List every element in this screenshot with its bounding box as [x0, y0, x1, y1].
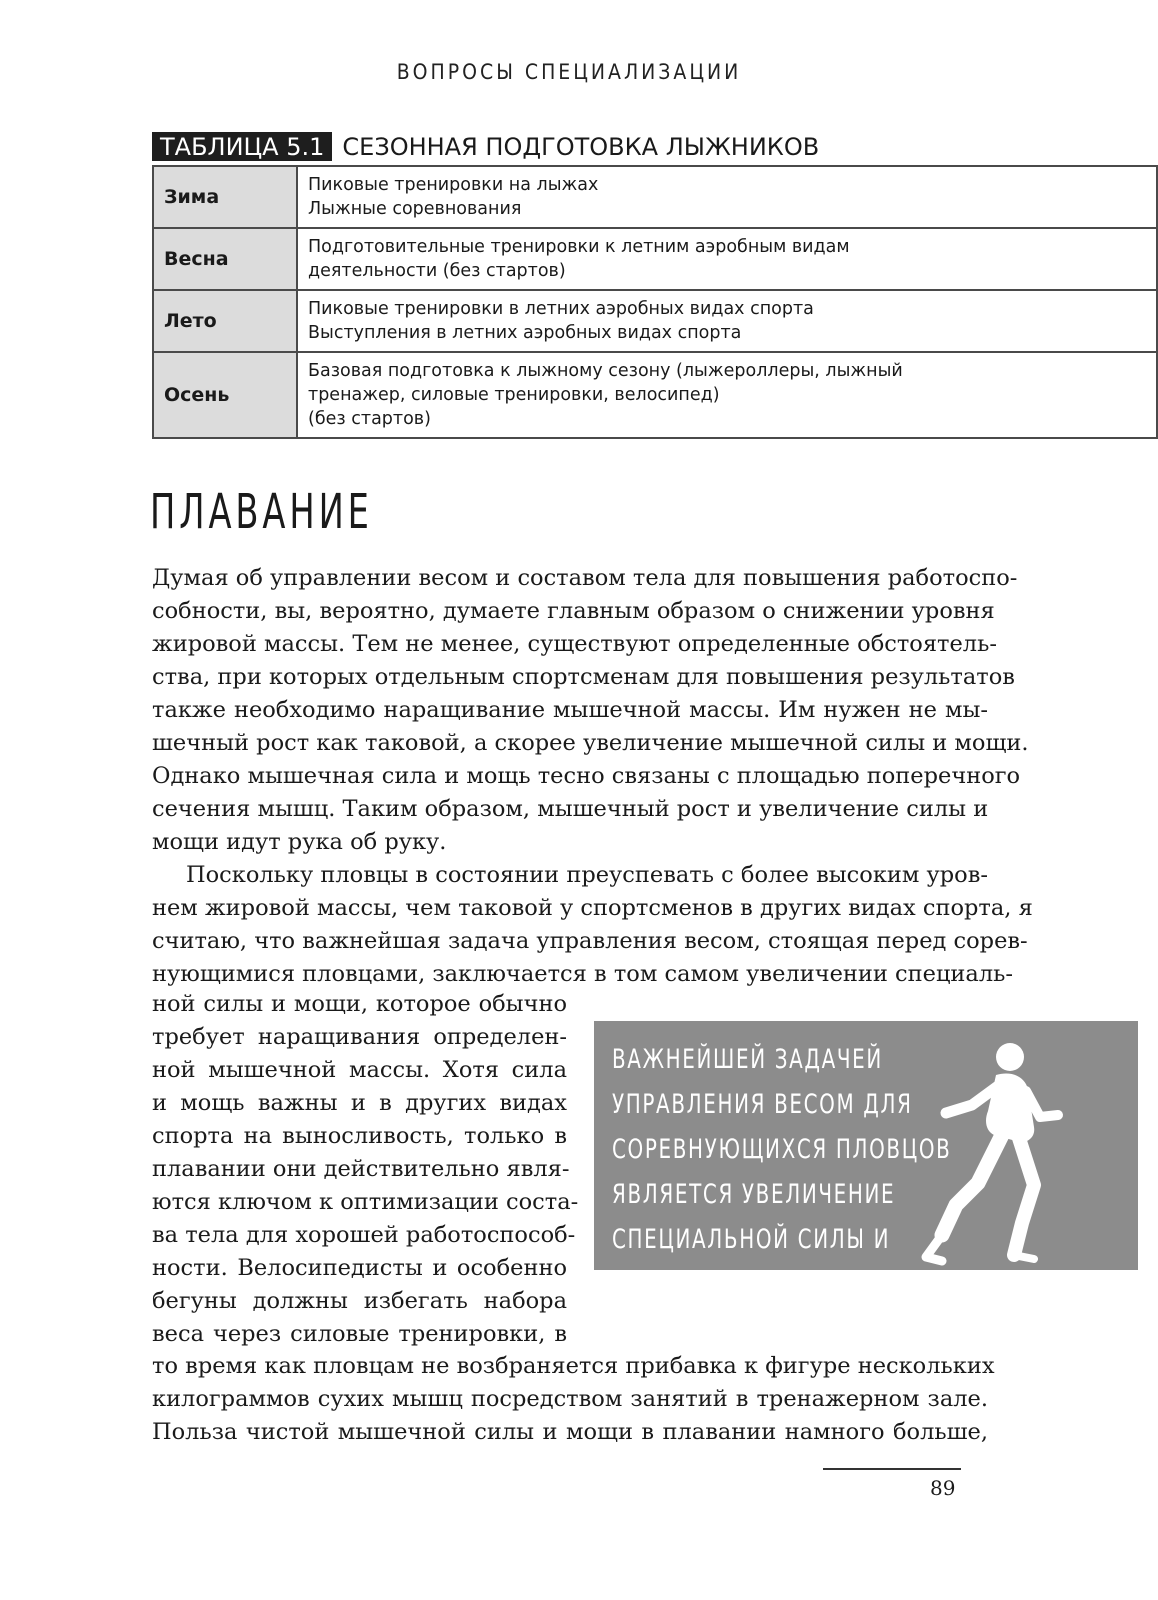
- text-line: Польза чистой мышечной силы и мощи в плавании намного больше,: [152, 1419, 988, 1445]
- table-row: [153, 290, 1157, 352]
- description-line: Пиковые тренировки на лыжах: [308, 175, 599, 195]
- table-title: СЕЗОННАЯ ПОДГОТОВКА ЛЫЖНИКОВ: [342, 133, 820, 161]
- text-line: плавании они действительно явля-: [152, 1156, 570, 1182]
- text-line: и мощь важны и в других видах: [152, 1090, 567, 1116]
- runner-silhouette-icon: [912, 1035, 1072, 1265]
- description-line: Лыжные соревнования: [308, 199, 522, 219]
- pull-quote-line: СОРЕВНУЮЩИХСЯ ПЛОВЦОВ: [612, 1134, 952, 1165]
- text-line: ва тела для хорошей работоспособ-: [152, 1222, 576, 1248]
- description-line: тренажер, силовые тренировки, велосипед): [308, 385, 720, 405]
- description-line: Базовая подготовка к лыжному сезону (лыжероллеры, лыжный: [308, 361, 903, 381]
- body-column-text: [152, 988, 579, 1351]
- table-caption: [152, 132, 819, 162]
- season-description: [297, 166, 1157, 228]
- text-line: также необходимо наращивание мышечной массы. Им нужен не мы-: [152, 697, 988, 723]
- table-number-tag: ТАБЛИЦА 5.1: [152, 132, 332, 161]
- text-line: требует наращивания определен-: [152, 1024, 567, 1050]
- season-cell-winter: Зима: [153, 166, 297, 228]
- text-line: спорта на выносливость, только в: [152, 1123, 567, 1149]
- page-number: 89: [930, 1476, 956, 1500]
- table-row: [153, 166, 1157, 228]
- table-row: [153, 228, 1157, 290]
- season-cell-spring: Весна: [153, 228, 297, 290]
- season-cell-autumn: Осень: [153, 352, 297, 438]
- text-line: сечения мышц. Таким образом, мышечный рост и увеличение силы и: [152, 796, 989, 822]
- pull-quote-line: УПРАВЛЕНИЯ ВЕСОМ ДЛЯ: [612, 1089, 913, 1120]
- description-line: деятельности (без стартов): [308, 261, 566, 281]
- text-line: ности. Велосипедисты и особенно: [152, 1255, 567, 1281]
- pull-quote-box: [594, 1021, 1138, 1300]
- text-line: считаю, что важнейшая задача управления весом, стоящая перед сорев-: [152, 928, 1028, 954]
- season-description: [297, 290, 1157, 352]
- pull-quote-line: ВАЖНЕЙШЕЙ ЗАДАЧЕЙ: [612, 1044, 883, 1075]
- description-line: Выступления в летних аэробных видах спорта: [308, 323, 742, 343]
- pull-quote-text: [612, 1037, 951, 1307]
- text-line: ной силы и мощи, которое обычно: [152, 991, 567, 1017]
- footer-rule: [823, 1468, 961, 1470]
- text-line: собности, вы, вероятно, думаете главным образом о снижении уровня: [152, 598, 995, 624]
- season-cell-summer: Лето: [153, 290, 297, 352]
- section-title: ПЛАВАНИЕ: [150, 484, 373, 540]
- text-line: килограммов сухих мышц посредством занятий в тренажерном зале.: [152, 1386, 988, 1412]
- table-row: [153, 352, 1157, 438]
- pull-quote-line: СПЕЦИАЛЬНОЙ СИЛЫ И: [612, 1224, 891, 1255]
- text-line: шечный рост как таковой, а скорее увеличение мышечной силы и мощи.: [152, 730, 1029, 756]
- running-head: ВОПРОСЫ СПЕЦИАЛИЗАЦИИ: [396, 60, 742, 84]
- seasonal-training-table: [152, 165, 1158, 439]
- body-paragraph-continuation: [152, 1350, 995, 1449]
- text-line: бегуны должны избегать набора: [152, 1288, 567, 1314]
- text-line: мощи идут рука об руку.: [152, 829, 447, 855]
- pull-quote-line: ЯВЛЯЕТСЯ УВЕЛИЧЕНИЕ: [612, 1179, 896, 1210]
- text-line: ства, при которых отдельным спортсменам для повышения результатов: [152, 664, 1015, 690]
- text-line: веса через силовые тренировки, в: [152, 1321, 567, 1347]
- text-line: ются ключом к оптимизации соста-: [152, 1189, 579, 1215]
- text-line: то время как пловцам не возбраняется прибавка к фигуре нескольких: [152, 1353, 995, 1379]
- season-description: [297, 352, 1157, 438]
- text-line: Однако мышечная сила и мощь тесно связаны с площадью поперечного: [152, 763, 1021, 789]
- text-line: нующимися пловцами, заключается в том самом увеличении специаль-: [152, 961, 1013, 987]
- text-line: нем жировой массы, чем таковой у спортсменов в других видах спорта, я: [152, 895, 1033, 921]
- text-line: Поскольку пловцы в состоянии преуспевать с более высоким уров-: [186, 862, 988, 888]
- body-paragraph-1: [152, 562, 1033, 991]
- pull-quote-line: МОЩИ.: [612, 1269, 697, 1300]
- description-line: Подготовительные тренировки к летним аэробным видам: [308, 237, 850, 257]
- text-line: жировой массы. Тем не менее, существуют определенные обстоятель-: [152, 631, 997, 657]
- text-line: ной мышечной массы. Хотя сила: [152, 1057, 567, 1083]
- season-description: [297, 228, 1157, 290]
- text-line: Думая об управлении весом и составом тела для повышения работоспо-: [152, 565, 1018, 591]
- description-line: (без стартов): [308, 409, 431, 429]
- description-line: Пиковые тренировки в летних аэробных видах спорта: [308, 299, 814, 319]
